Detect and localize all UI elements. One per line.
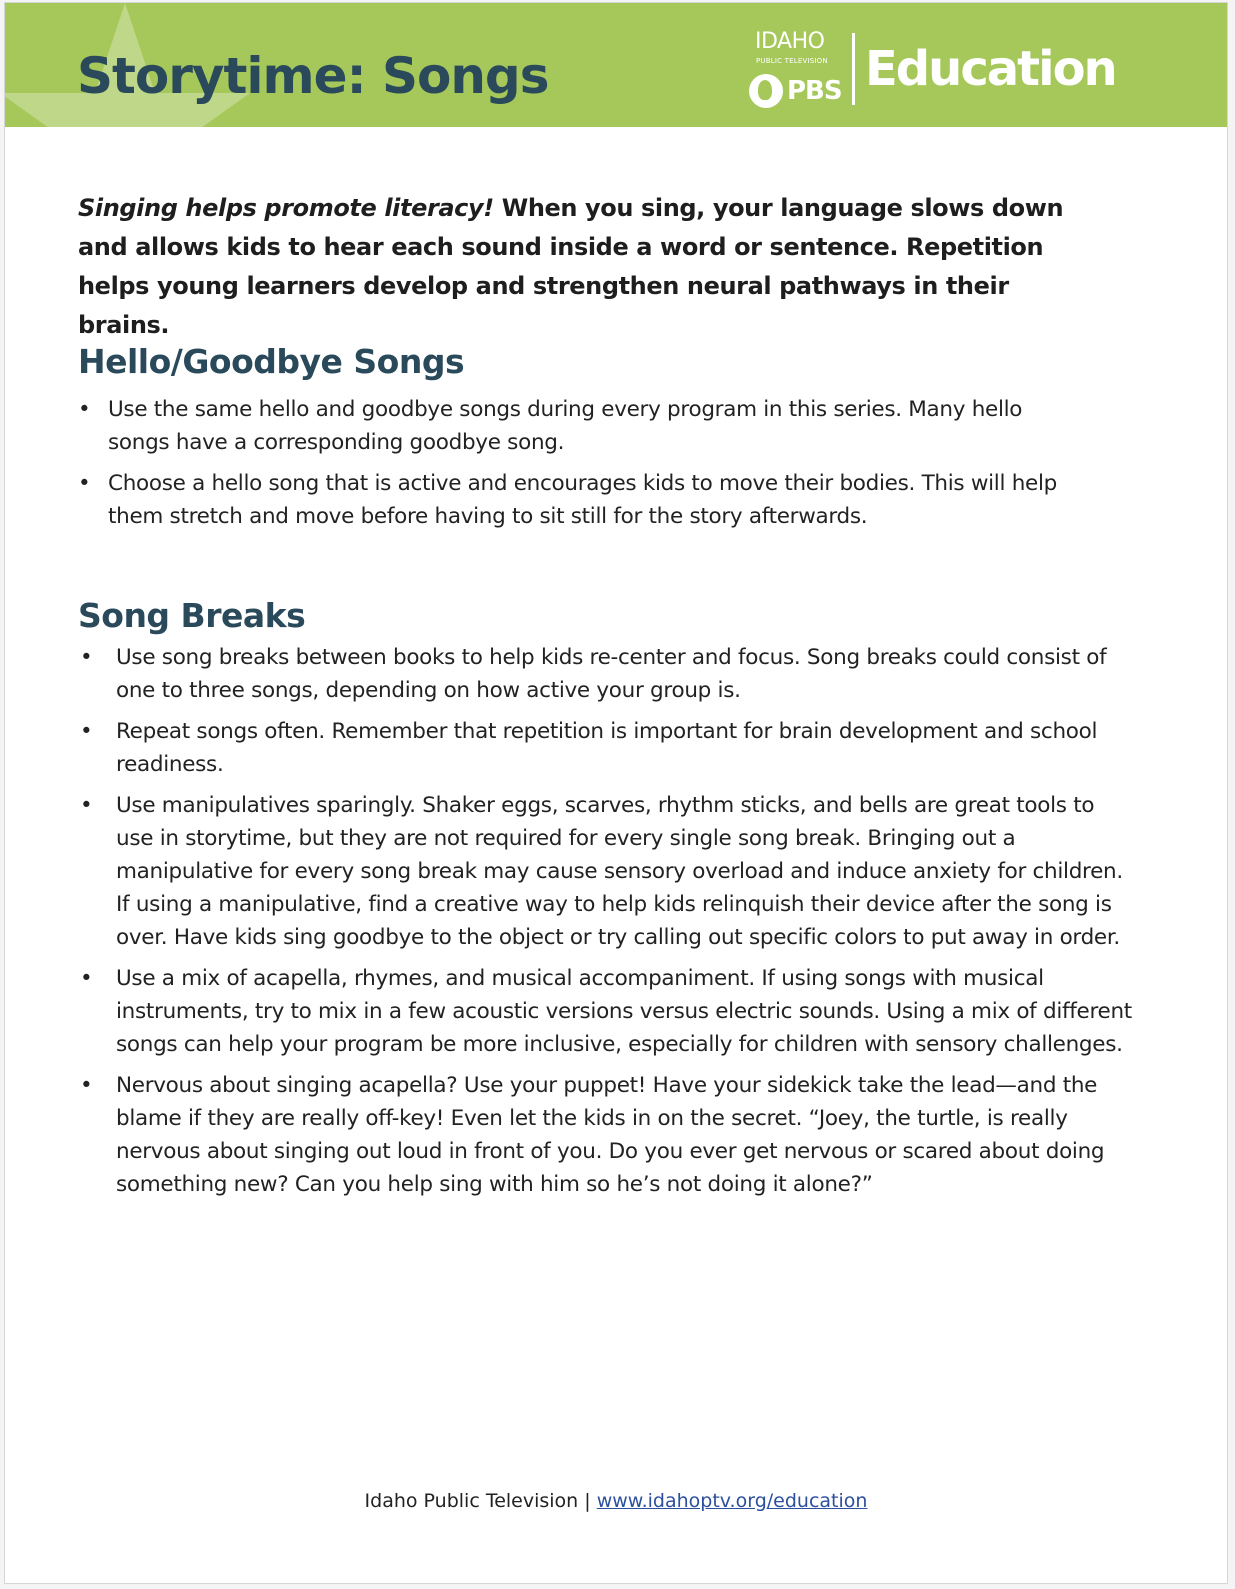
list-item: • Use a mix of acapella, rhymes, and musical accompaniment. If using songs with musical instruments, try to mix in a few acoustic versions versus electric sounds. Using a mix of different songs can help your program be more inclusive, especially for children with sensory challenges.: [116, 962, 1136, 1061]
logo-network-text: PBS: [787, 76, 842, 106]
page-title: Storytime: Songs: [77, 47, 549, 105]
header-banner: [5, 3, 1227, 127]
idaho-pbs-education-logo: [749, 29, 1116, 109]
list-item: • Choose a hello song that is active and encourages kids to move their bodies. This will help them stretch and move before having to sit still for the story afterwards.: [108, 467, 1088, 533]
logo-subtitle-text: PUBLIC TELEVISION: [756, 57, 828, 65]
pbs-head-icon: [749, 74, 783, 108]
footer-org: Idaho Public Television: [364, 1490, 579, 1512]
footer-link[interactable]: www.idahoptv.org/education: [596, 1490, 868, 1512]
list-item: • Use song breaks between books to help kids re-center and focus. Song breaks could consist of one to three songs, depending on how active your group is.: [116, 641, 1136, 707]
section-heading-song-breaks: Song Breaks: [78, 596, 306, 635]
document-page: [4, 2, 1228, 1584]
list-item: • Use manipulatives sparingly. Shaker eggs, scarves, rhythm sticks, and bells are great tools to use in storytime, but they are not required for every single song break. Bringing out a manipulative for every song break may cause sensory overload and induce anxiety for children. If using a manipulative, find a creative way to help kids relinquish their device after the song is over. Have kids sing goodbye to the object or try calling out specific colors to put away in order.: [116, 789, 1136, 954]
logo-product-text: Education: [865, 41, 1116, 97]
list-item: • Repeat songs often. Remember that repetition is important for brain development and school readiness.: [116, 715, 1136, 781]
logo-state-text: IDAHO: [755, 29, 825, 54]
section-heading-hello-goodbye: Hello/Goodbye Songs: [78, 342, 465, 381]
page-footer: [5, 1490, 1227, 1512]
list-item: • Nervous about singing acapella? Use your puppet! Have your sidekick take the lead—and the blame if they are really off-key! Even let the kids in on the secret. “Joey, the turtle, is really nervous about singing out loud in front of you. Do you ever get nervous or scared about doing something new? Can you help sing with him so he’s not doing it alone?”: [116, 1069, 1136, 1201]
hello-goodbye-list: [108, 393, 1088, 541]
intro-paragraph: [78, 189, 1088, 345]
list-item: • Use the same hello and goodbye songs during every program in this series. Many hello songs have a corresponding goodbye song.: [108, 393, 1088, 459]
song-breaks-list: [116, 641, 1136, 1209]
logo-divider: [852, 33, 855, 105]
footer-separator: |: [584, 1490, 591, 1512]
intro-body: When you sing, your language slows down and allows kids to hear each sound inside a word or sentence. Repetition helps young learners develop and strengthen neural pathways in their brains.: [78, 194, 1064, 339]
intro-lead: Singing helps promote literacy!: [78, 194, 494, 222]
